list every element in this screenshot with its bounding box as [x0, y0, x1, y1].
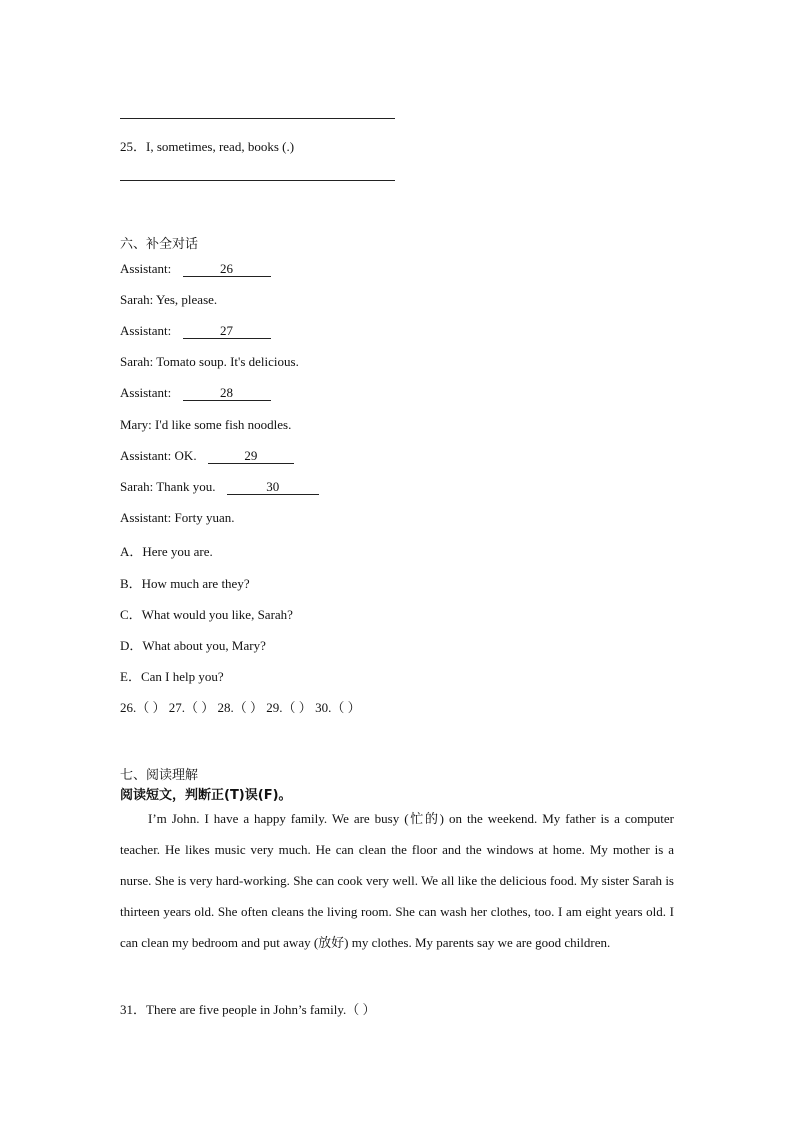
option-text: Can I help you?	[140, 669, 224, 684]
option-letter: E．	[120, 669, 141, 684]
speaker: Sarah:	[120, 479, 154, 494]
option-letter: C．	[120, 607, 142, 622]
option-text: How much are they?	[141, 576, 250, 591]
section-7-instruction: 阅读短文，判断正(T)误(F)。	[120, 788, 292, 803]
dialogue-text: Tomato soup. It's delicious.	[156, 354, 299, 369]
blank-30[interactable]: 30	[227, 480, 319, 495]
answer-26[interactable]: 26.（ ）	[120, 700, 166, 715]
blank-28[interactable]: 28	[183, 386, 271, 401]
section-7-title: 七、阅读理解	[120, 768, 199, 783]
answer-row	[120, 697, 361, 716]
answer-30[interactable]: 30.（ ）	[315, 700, 361, 715]
section-6-title: 六、补全对话	[120, 237, 199, 252]
option-text: What about you, Mary?	[142, 638, 266, 653]
speaker: Assistant:	[120, 385, 172, 400]
option-e	[120, 666, 224, 685]
question-number: 31．	[120, 1002, 147, 1017]
dialogue-line-8	[120, 479, 319, 495]
answer-line-25	[120, 180, 395, 181]
dialogue-text: I'd like some fish noodles.	[155, 417, 292, 432]
question-number: 25．	[120, 139, 147, 154]
option-b	[120, 573, 250, 592]
answer-28[interactable]: 28.（ ）	[217, 700, 264, 715]
passage-text: I’m John. I have a happy family. We are busy (忙的) on the weekend. My father is a computer teacher. He likes music very much. He can clean the floor and the windows at home. My mother is a nurse. She is very hard-working. She can cook very well. We all like the delicious food. My sister Sarah is thirteen years old. She often cleans the living room. She can wash her clothes, too. I am eight years old. I can clean my bedroom and put away (放好) my clothes. My parents say we are good children.	[120, 811, 674, 950]
answer-line-24	[120, 118, 395, 119]
answer-27[interactable]: 27.（ ）	[168, 700, 215, 715]
option-a	[120, 541, 213, 560]
option-text: Here you are.	[142, 544, 213, 559]
reading-passage	[120, 803, 674, 958]
dialogue-line-5	[120, 385, 271, 401]
dialogue-line-1	[120, 261, 271, 277]
option-d	[120, 635, 266, 654]
speaker: Assistant:	[120, 261, 172, 276]
speaker: Sarah:	[120, 292, 154, 307]
question-text: I, sometimes, read, books (.)	[146, 139, 295, 154]
dialogue-line-9	[120, 510, 235, 526]
answer-29[interactable]: 29.（ ）	[266, 700, 312, 715]
dialogue-line-3	[120, 323, 271, 339]
speaker: Assistant:	[120, 448, 172, 463]
dialogue-text: Forty yuan.	[174, 510, 235, 525]
question-31	[120, 999, 376, 1018]
dialogue-line-7	[120, 448, 294, 464]
dialogue-line-4	[120, 354, 299, 370]
question-25	[120, 136, 294, 155]
dialogue-line-6	[120, 417, 291, 433]
question-text: There are five people in John’s family.（ ）	[146, 1002, 376, 1017]
option-letter: D．	[120, 638, 143, 653]
speaker: Sarah:	[120, 354, 154, 369]
speaker: Assistant:	[120, 510, 172, 525]
blank-27[interactable]: 27	[183, 324, 271, 339]
dialogue-text: OK.	[174, 448, 197, 463]
speaker: Mary:	[120, 417, 152, 432]
dialogue-text: Yes, please.	[156, 292, 218, 307]
option-letter: A．	[120, 544, 143, 559]
option-letter: B．	[120, 576, 142, 591]
option-c	[120, 604, 293, 623]
dialogue-text: Thank you.	[156, 479, 216, 494]
dialogue-line-2	[120, 292, 217, 308]
option-text: What would you like, Sarah?	[141, 607, 293, 622]
blank-29[interactable]: 29	[208, 449, 294, 464]
speaker: Assistant:	[120, 323, 172, 338]
blank-26[interactable]: 26	[183, 262, 271, 277]
